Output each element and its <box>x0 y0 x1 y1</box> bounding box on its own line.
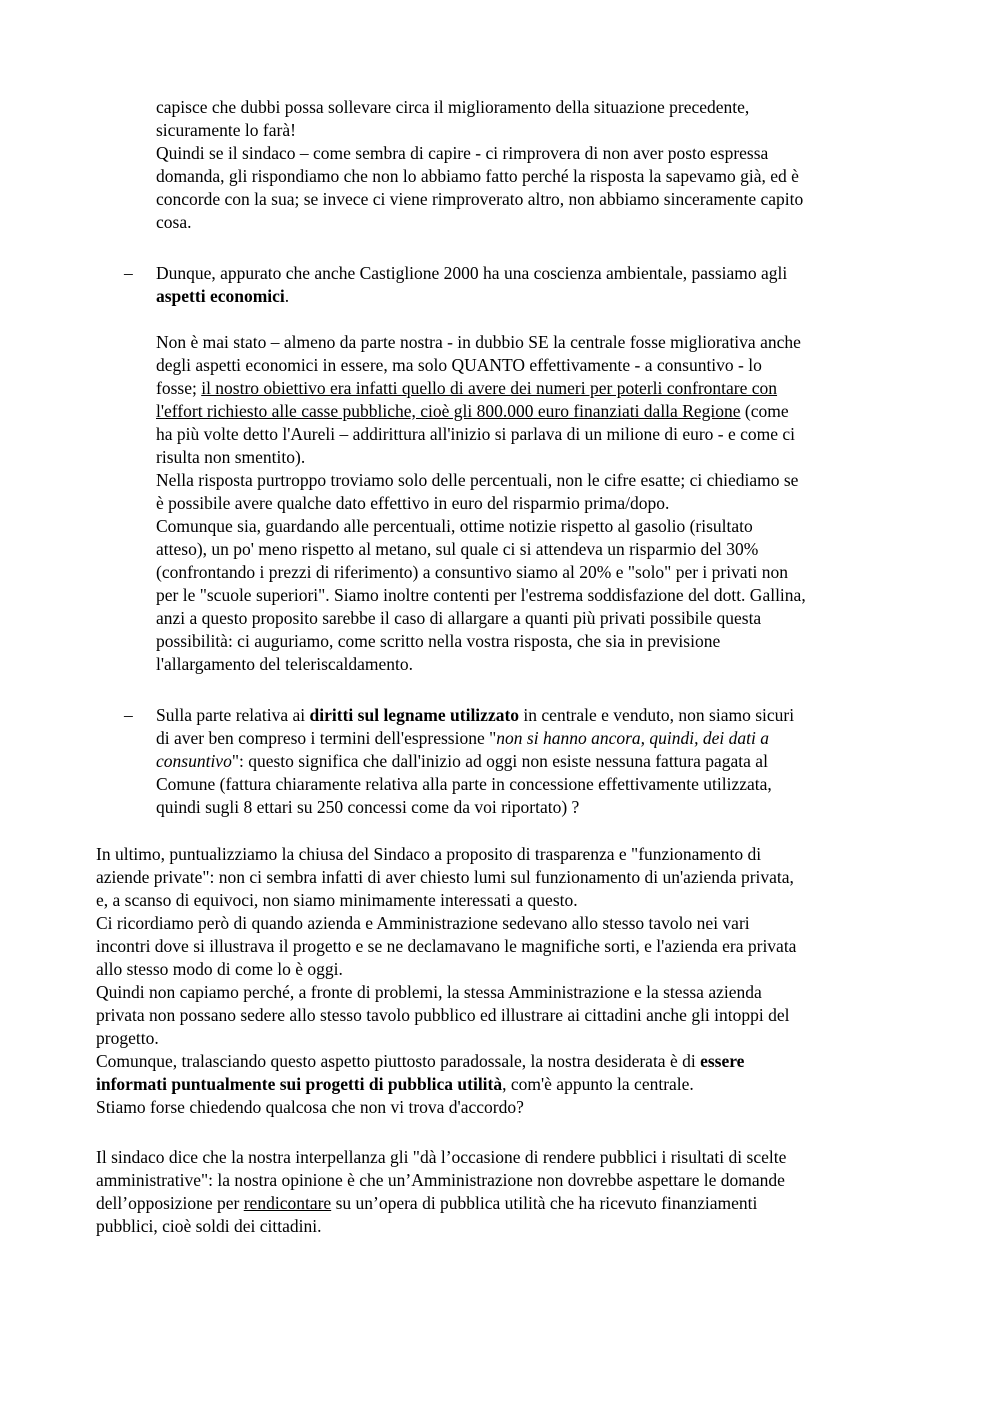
italic-phrase: non si hanno ancora, quindi, dei dati a <box>496 728 769 748</box>
italic-phrase: consuntivo <box>156 751 232 771</box>
text-line: anzi a questo proposito sarebbe il caso di allargare a quanti più privati possibile questa <box>156 608 762 628</box>
text-line: informati puntualmente sui progetti di pubblica utilità, com'è appunto la centrale. <box>96 1074 694 1094</box>
text-line: amministrative": la nostra opinione è che un’Amministrazione non dovrebbe aspettare le domande <box>96 1170 785 1190</box>
bullet-economic-aspects <box>156 262 916 308</box>
text-line: Comunque sia, guardando alle percentuali, ottime notizie rispetto al gasolio (risultato <box>156 516 753 536</box>
bold-phrase: essere <box>700 1051 745 1071</box>
text-line: per le "scuole superiori". Siamo inoltre contenti per l'estrema soddisfazione del dott. Gallina, <box>156 585 806 605</box>
bullet-timber-rights <box>156 704 916 819</box>
text-line: (confrontando i prezzi di riferimento) a consuntivo siamo al 20% e "solo" per i privati non <box>156 562 788 582</box>
text-line: Ci ricordiamo però di quando azienda e Amministrazione sedevano allo stesso tavolo nei vari <box>96 913 750 933</box>
underlined-phrase: rendicontare <box>243 1193 332 1213</box>
text-line: degli aspetti economici in essere, ma solo QUANTO effettivamente - a consuntivo - lo <box>156 355 762 375</box>
underlined-phrase: l'effort richiesto alle casse pubbliche, cioè gli 800.000 euro finanziati dalla Regione <box>156 401 741 421</box>
text-line: In ultimo, puntualizziamo la chiusa del Sindaco a proposito di trasparenza e "funzionamento di <box>96 844 762 864</box>
bold-phrase: informati puntualmente sui progetti di pubblica utilità <box>96 1074 503 1094</box>
text-line: l'allargamento del teleriscaldamento. <box>156 654 413 674</box>
text-line: progetto. <box>96 1028 159 1048</box>
text-line: sicuramente lo farà! <box>156 120 296 140</box>
text-line: risulta non smentito). <box>156 447 306 467</box>
text-line: fosse; il nostro obiettivo era infatti quello di avere dei numeri per poterli confrontare con <box>156 378 778 398</box>
text-line: ha più volte detto l'Aureli – addirittura all'inizio si parlava di un milione di euro - e come ci <box>156 424 796 444</box>
paragraph-transparency <box>96 843 916 1119</box>
text-line: capisce che dubbi possa sollevare circa il miglioramento della situazione precedente, <box>156 97 750 117</box>
text-line: Dunque, appurato che anche Castiglione 2000 ha una coscienza ambientale, passiamo agli <box>156 263 788 283</box>
text-line: di aver ben compreso i termini dell'espressione "non si hanno ancora, quindi, dei dati a <box>156 728 769 748</box>
text-line: pubblici, cioè soldi dei cittadini. <box>96 1216 322 1236</box>
bullet-dash: – <box>124 263 133 283</box>
text-line: Non è mai stato – almeno da parte nostra - in dubbio SE la centrale fosse migliorativa anche <box>156 332 801 352</box>
text-line: dell’opposizione per rendicontare su un’opera di pubblica utilità che ha ricevuto finanziamenti <box>96 1193 758 1213</box>
text-line: Quindi se il sindaco – come sembra di capire - ci rimprovera di non aver posto espressa <box>156 143 769 163</box>
text-line: è possibile avere qualche dato effettivo in euro del risparmio prima/dopo. <box>156 493 670 513</box>
text-line: allo stesso modo di come lo è oggi. <box>96 959 343 979</box>
text-line: e, a scanso di equivoci, non siamo minimamente interessati a questo. <box>96 890 578 910</box>
text-line: atteso), un po' meno rispetto al metano, sul quale ci si attendeva un risparmio del 30% <box>156 539 759 559</box>
text-line: Il sindaco dice che la nostra interpellanza gli "dà l’occasione di rendere pubblici i risultati di scelte <box>96 1147 787 1167</box>
underlined-phrase: il nostro obiettivo era infatti quello di avere dei numeri per poterli confrontare con <box>201 378 778 398</box>
text-line: l'effort richiesto alle casse pubbliche, cioè gli 800.000 euro finanziati dalla Regione (come <box>156 401 789 421</box>
text-line: incontri dove si illustrava il progetto e se ne declamavano le magnifiche sorti, e l'azienda era privata <box>96 936 797 956</box>
text-line: aspetti economici. <box>156 286 290 306</box>
text-line: aziende private": non ci sembra infatti di aver chiesto lumi sul funzionamento di un'azienda privata, <box>96 867 794 887</box>
text-line: quindi sugli 8 ettari su 250 concessi come da voi riportato) ? <box>156 797 580 817</box>
bullet-dash: – <box>124 705 133 725</box>
text-line: Sulla parte relativa ai diritti sul legname utilizzato in centrale e venduto, non siamo sicuri <box>156 705 795 725</box>
bold-phrase: diritti sul legname utilizzato <box>309 705 520 725</box>
text-line: concorde con la sua; se invece ci viene rimproverato altro, non abbiamo sinceramente capito <box>156 189 804 209</box>
text-line: Quindi non capiamo perché, a fronte di problemi, la stessa Amministrazione e la stessa azienda <box>96 982 762 1002</box>
text-line: domanda, gli rispondiamo che non lo abbiamo fatto perché la risposta la sapevamo già, ed è <box>156 166 799 186</box>
paragraph-conclusion <box>96 1146 916 1238</box>
text-line: Nella risposta purtroppo troviamo solo delle percentuali, non le cifre esatte; ci chiediamo se <box>156 470 799 490</box>
text-line: possibilità: ci auguriamo, come scritto nella vostra risposta, che sia in previsione <box>156 631 721 651</box>
text-line: privata non possano sedere allo stesso tavolo pubblico ed illustrare ai cittadini anche gli intoppi del <box>96 1005 790 1025</box>
bold-phrase: aspetti economici <box>156 286 285 306</box>
text-line: Comunque, tralasciando questo aspetto piuttosto paradossale, la nostra desiderata è di essere <box>96 1051 745 1071</box>
paragraph-continuation <box>156 96 916 234</box>
text-line: Stiamo forse chiedendo qualcosa che non vi trova d'accordo? <box>96 1097 524 1117</box>
paragraph-economic-details <box>156 331 916 676</box>
text-line: Comune (fattura chiaramente relativa alla parte in concessione effettivamente utilizzata, <box>156 774 772 794</box>
text-line: consuntivo": questo significa che dall'inizio ad oggi non esiste nessuna fattura pagata al <box>156 751 768 771</box>
text-line: cosa. <box>156 212 192 232</box>
